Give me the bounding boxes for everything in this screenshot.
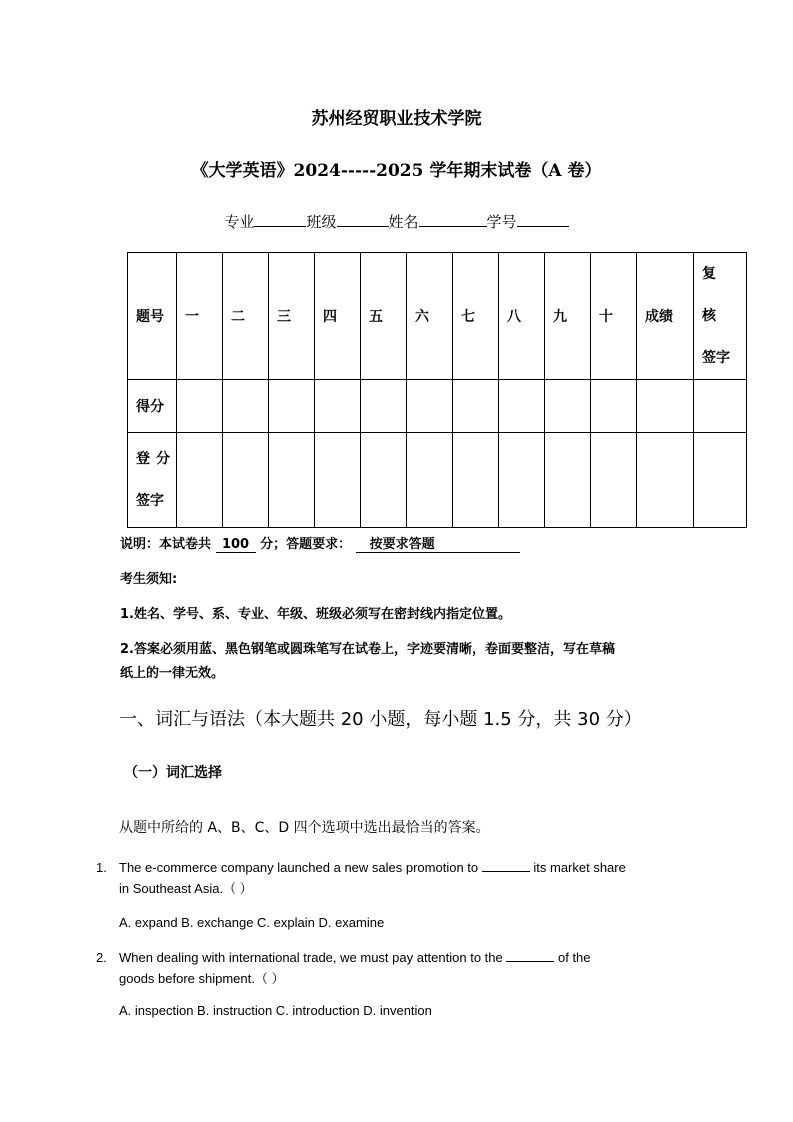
notice-2-line1: 2.答案必须用蓝、黑色钢笔或圆珠笔写在试卷上，字迹要清晰，卷面要整洁，写在草稿 [120, 642, 615, 657]
sign-cell[interactable] [361, 433, 407, 528]
answer-blank[interactable] [506, 948, 554, 962]
sign-cell[interactable] [694, 433, 747, 528]
score-table-header-row [128, 253, 747, 380]
question-text-line2: in Southeast Asia.（ ） [119, 881, 253, 896]
total-score: 100 [216, 537, 256, 553]
score-cell[interactable] [453, 380, 499, 433]
question-text-before: The e-commerce company launched a new sales promotion to [119, 860, 479, 875]
col-4: 四 [315, 253, 361, 380]
major-label: 专业 [224, 213, 255, 231]
score-table [127, 252, 747, 528]
question-text-after: of the [557, 950, 591, 965]
subsection-heading: （一）词汇选择 [124, 765, 222, 781]
sign-cell[interactable] [637, 433, 694, 528]
explain-prefix: 说明：本试卷共 [120, 537, 212, 552]
student-id-blank[interactable] [517, 211, 569, 227]
question-1-options: A. expand B. exchange C. explain D. examine [119, 915, 385, 930]
score-cell[interactable] [361, 380, 407, 433]
col-10: 十 [591, 253, 637, 380]
question-text [119, 857, 679, 899]
question-2-options: A. inspection B. instruction C. introduction D. invention [119, 1003, 432, 1018]
col-review-sign [694, 253, 747, 380]
col-9: 九 [545, 253, 591, 380]
student-info-line [0, 211, 793, 232]
sign-cell[interactable] [545, 433, 591, 528]
notice-2-line2: 纸上的一律无效。 [120, 666, 225, 681]
register-sign-label [128, 433, 177, 528]
name-blank[interactable] [419, 211, 487, 227]
score-cell[interactable] [694, 380, 747, 433]
score-cell[interactable] [637, 380, 694, 433]
question-text [119, 947, 679, 989]
question-number: 2. [96, 950, 107, 965]
sign-cell[interactable] [407, 433, 453, 528]
class-blank[interactable] [337, 211, 389, 227]
sign-cell[interactable] [315, 433, 361, 528]
major-blank[interactable] [254, 211, 306, 227]
sign-cell[interactable] [177, 433, 223, 528]
score-cell[interactable] [177, 380, 223, 433]
sign-cell[interactable] [499, 433, 545, 528]
institution-title: 苏州经贸职业技术学院 [311, 109, 482, 129]
col-5: 五 [361, 253, 407, 380]
sign-cell[interactable] [453, 433, 499, 528]
col-7: 七 [453, 253, 499, 380]
sign-cell[interactable] [591, 433, 637, 528]
question-text-line2: goods before shipment.（ ） [119, 971, 285, 986]
question-text-after: its market share [533, 860, 626, 875]
answer-requirement: 按要求答题 [356, 533, 520, 553]
review-sign-bottom: 签字 [702, 350, 730, 366]
score-cell[interactable] [545, 380, 591, 433]
notice-1: 1.姓名、学号、系、专业、年级、班级必须写在密封线内指定位置。 [120, 607, 511, 622]
class-label: 班级 [306, 213, 337, 231]
col-8: 八 [499, 253, 545, 380]
score-cell[interactable] [407, 380, 453, 433]
question-text-before: When dealing with international trade, we must pay attention to the [119, 950, 503, 965]
register-bottom: 签字 [136, 493, 164, 509]
student-id-label: 学号 [486, 213, 517, 231]
score-cell[interactable] [223, 380, 269, 433]
score-cell[interactable] [591, 380, 637, 433]
section-instruction: 从题中所给的 A、B、C、D 四个选项中选出最恰当的答案。 [119, 820, 490, 836]
col-1: 一 [177, 253, 223, 380]
col-2: 二 [223, 253, 269, 380]
sign-cell[interactable] [223, 433, 269, 528]
name-label: 姓名 [388, 213, 419, 231]
col-total: 成绩 [637, 253, 694, 380]
row-header-cell: 题号 [128, 253, 177, 380]
register-top: 登分 [136, 451, 176, 467]
score-row-label: 得分 [128, 380, 177, 433]
sign-cell[interactable] [269, 433, 315, 528]
explanation-line [120, 533, 520, 553]
col-6: 六 [407, 253, 453, 380]
exam-title: 《大学英语》2024-----2025 学年期末试卷（A 卷） [191, 161, 602, 181]
notice-title: 考生须知: [120, 572, 178, 587]
register-sign-row [128, 433, 747, 528]
answer-blank[interactable] [482, 858, 530, 872]
review-sign-top: 复 核 [702, 266, 722, 324]
col-3: 三 [269, 253, 315, 380]
score-row [128, 380, 747, 433]
question-number: 1. [96, 860, 107, 875]
score-cell[interactable] [315, 380, 361, 433]
section-heading: 一、词汇与语法（本大题共 20 小题，每小题 1.5 分，共 30 分） [119, 709, 642, 730]
score-cell[interactable] [269, 380, 315, 433]
score-cell[interactable] [499, 380, 545, 433]
explain-mid: 分；答题要求： [260, 537, 352, 552]
